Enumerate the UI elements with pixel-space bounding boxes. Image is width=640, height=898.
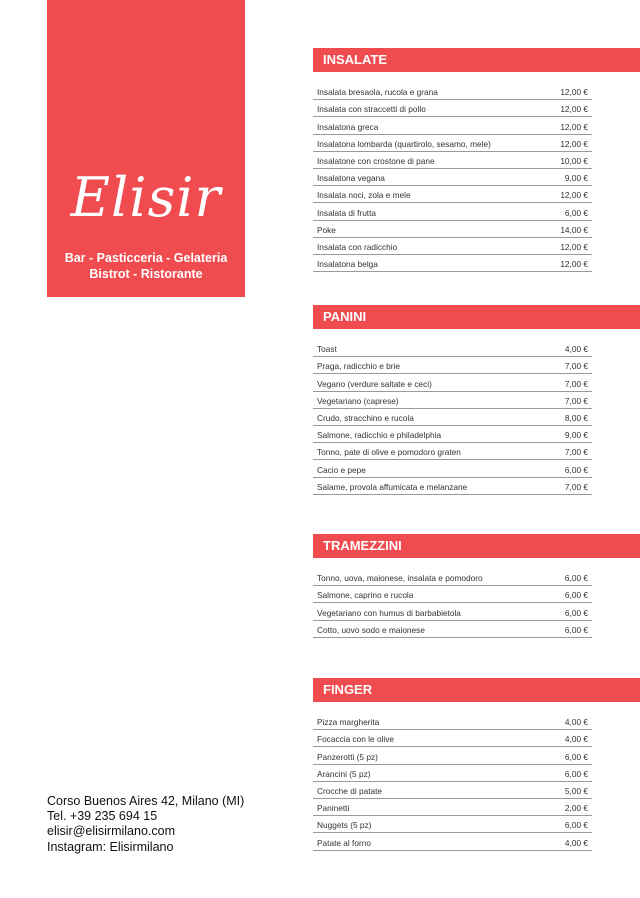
menu-item-name: Arancini (5 pz) — [317, 768, 371, 779]
contact-email: elisir@elisirmilano.com — [47, 824, 175, 839]
menu-item-name: Toast — [317, 344, 337, 355]
menu-item-row — [313, 340, 592, 357]
menu-item-row — [313, 478, 592, 495]
contact-address: Corso Buenos Aires 42, Milano (MI) — [47, 794, 245, 808]
menu-item-name: Insalata con radicchio — [317, 241, 398, 252]
tagline-line-2: Bistrot - Ristorante — [89, 267, 203, 281]
menu-item-name: Insalatona greca — [317, 121, 379, 132]
menu-item-price: 12,00 € — [560, 104, 588, 115]
menu-item-row — [313, 409, 592, 426]
menu-item-price: 12,00 € — [560, 121, 588, 132]
menu-item-row — [313, 816, 592, 833]
menu-item-price: 12,00 € — [560, 259, 588, 270]
menu-item-price: 7,00 € — [564, 395, 588, 406]
menu-item-list — [313, 713, 592, 851]
menu-item-price: 5,00 € — [564, 785, 588, 796]
menu-item-row — [313, 117, 592, 134]
menu-item-price: 7,00 € — [564, 481, 588, 492]
menu-item-name: Insalatona belga — [317, 259, 378, 270]
section-title: TRAMEZZINI — [313, 534, 640, 558]
menu-item-name: Vegetariano con humus di barbabietola — [317, 607, 461, 618]
menu-item-price: 14,00 € — [560, 224, 588, 235]
menu-item-name: Insalata di frutta — [317, 207, 377, 218]
menu-item-row — [313, 603, 592, 620]
menu-item-name: Paninetti — [317, 803, 350, 814]
section-panini — [313, 305, 640, 495]
menu-item-row — [313, 152, 592, 169]
menu-item-name: Insalata noci, zola e mele — [317, 190, 411, 201]
menu-item-name: Crocche di patate — [317, 785, 383, 796]
menu-item-price: 12,00 € — [560, 87, 588, 98]
menu-item-price: 12,00 € — [560, 190, 588, 201]
menu-item-name: Pizza margherita — [317, 717, 380, 728]
menu-item-row — [313, 713, 592, 730]
menu-item-name: Tonno, uova, maionese, insalata e pomodoro — [317, 573, 483, 584]
menu-item-row — [313, 799, 592, 816]
section-title: INSALATE — [313, 48, 640, 72]
menu-item-row — [313, 765, 592, 782]
logo-panel — [47, 0, 245, 297]
menu-item-price: 9,00 € — [564, 430, 588, 441]
menu-item-name: Insalatone con crostone di pane — [317, 155, 435, 166]
menu-item-name: Salmone, radicchio e philadelphia — [317, 430, 442, 441]
menu-item-name: Salame, provola affumicata e melanzane — [317, 481, 468, 492]
menu-item-price: 12,00 € — [560, 241, 588, 252]
menu-item-price: 6,00 € — [564, 464, 588, 475]
menu-item-price: 7,00 € — [564, 447, 588, 458]
menu-item-price: 6,00 € — [564, 573, 588, 584]
brand-logo-name: Elisir — [70, 166, 222, 229]
menu-item-name: Poke — [317, 224, 336, 235]
menu-item-row — [313, 586, 592, 603]
menu-item-name: Salmone, caprino e rucola — [317, 590, 414, 601]
menu-item-price: 2,00 € — [564, 803, 588, 814]
menu-item-price: 6,00 € — [564, 768, 588, 779]
menu-item-row — [313, 782, 592, 799]
menu-item-list — [313, 340, 592, 495]
brand-tagline — [47, 250, 245, 282]
menu-item-price: 6,00 € — [564, 607, 588, 618]
section-title: FINGER — [313, 678, 640, 702]
tagline-line-1: Bar - Pasticceria - Gelateria — [64, 251, 228, 265]
menu-item-name: Patate al forno — [317, 837, 371, 848]
menu-item-name: Insalata bresaola, rucola e grana — [317, 87, 438, 98]
section-title: PANINI — [313, 305, 640, 329]
menu-item-price: 10,00 € — [560, 155, 588, 166]
menu-item-price: 6,00 € — [564, 207, 588, 218]
menu-item-name: Cotto, uovo sodo e maionese — [317, 624, 425, 635]
menu-item-row — [313, 730, 592, 747]
menu-item-row — [313, 426, 592, 443]
menu-item-row — [313, 100, 592, 117]
menu-item-row — [313, 747, 592, 764]
menu-item-row — [313, 357, 592, 374]
menu-item-row — [313, 203, 592, 220]
contact-instagram: Instagram: Elisirmilano — [47, 839, 174, 854]
menu-item-name: Tonno, pate di olive e pomodoro graten — [317, 447, 461, 458]
contact-phone: Tel. +39 235 694 15 — [47, 809, 158, 824]
menu-item-price: 7,00 € — [564, 361, 588, 372]
menu-item-name: Vegano (verdure saltate e ceci) — [317, 378, 432, 389]
menu-item-row — [313, 833, 592, 850]
menu-item-price: 9,00 € — [564, 173, 588, 184]
menu-item-name: Cacio e pepe — [317, 464, 366, 475]
menu-item-list — [313, 83, 592, 272]
menu-item-row — [313, 443, 592, 460]
menu-item-row — [313, 169, 592, 186]
menu-item-name: Insalatona vegana — [317, 173, 385, 184]
menu-item-price: 8,00 € — [564, 412, 588, 423]
menu-item-price: 6,00 € — [564, 820, 588, 831]
menu-item-row — [313, 255, 592, 272]
contact-info — [47, 794, 244, 855]
menu-item-name: Panzerotti (5 pz) — [317, 751, 378, 762]
menu-item-row — [313, 238, 592, 255]
menu-item-name: Focaccia con le olive — [317, 734, 395, 745]
menu-item-row — [313, 135, 592, 152]
menu-item-row — [313, 621, 592, 638]
menu-item-price: 4,00 € — [564, 717, 588, 728]
menu-item-name: Praga, radicchio e brie — [317, 361, 401, 372]
menu-item-name: Vegetariano (caprese) — [317, 395, 399, 406]
menu-item-row — [313, 186, 592, 203]
menu-item-price: 6,00 € — [564, 751, 588, 762]
menu-item-list — [313, 569, 592, 638]
menu-item-row — [313, 374, 592, 391]
menu-item-price: 6,00 € — [564, 624, 588, 635]
menu-item-price: 4,00 € — [564, 344, 588, 355]
menu-item-row — [313, 569, 592, 586]
menu-item-price: 6,00 € — [564, 590, 588, 601]
menu-item-name: Nuggets (5 pz) — [317, 820, 372, 831]
section-finger — [313, 678, 640, 851]
menu-item-row — [313, 460, 592, 477]
menu-item-price: 7,00 € — [564, 378, 588, 389]
menu-item-name: Crudo, stracchino e rucola — [317, 412, 414, 423]
menu-item-price: 4,00 € — [564, 734, 588, 745]
menu-item-row — [313, 392, 592, 409]
menu-item-name: Insalata con straccetti di pollo — [317, 104, 426, 115]
menu-item-row — [313, 83, 592, 100]
menu-item-name: Insalatona lombarda (quartirolo, sesamo, mele) — [317, 138, 491, 149]
section-insalate — [313, 48, 640, 272]
menu-item-row — [313, 221, 592, 238]
section-tramezzini — [313, 534, 640, 638]
menu-item-price: 12,00 € — [560, 138, 588, 149]
menu-item-price: 4,00 € — [564, 837, 588, 848]
